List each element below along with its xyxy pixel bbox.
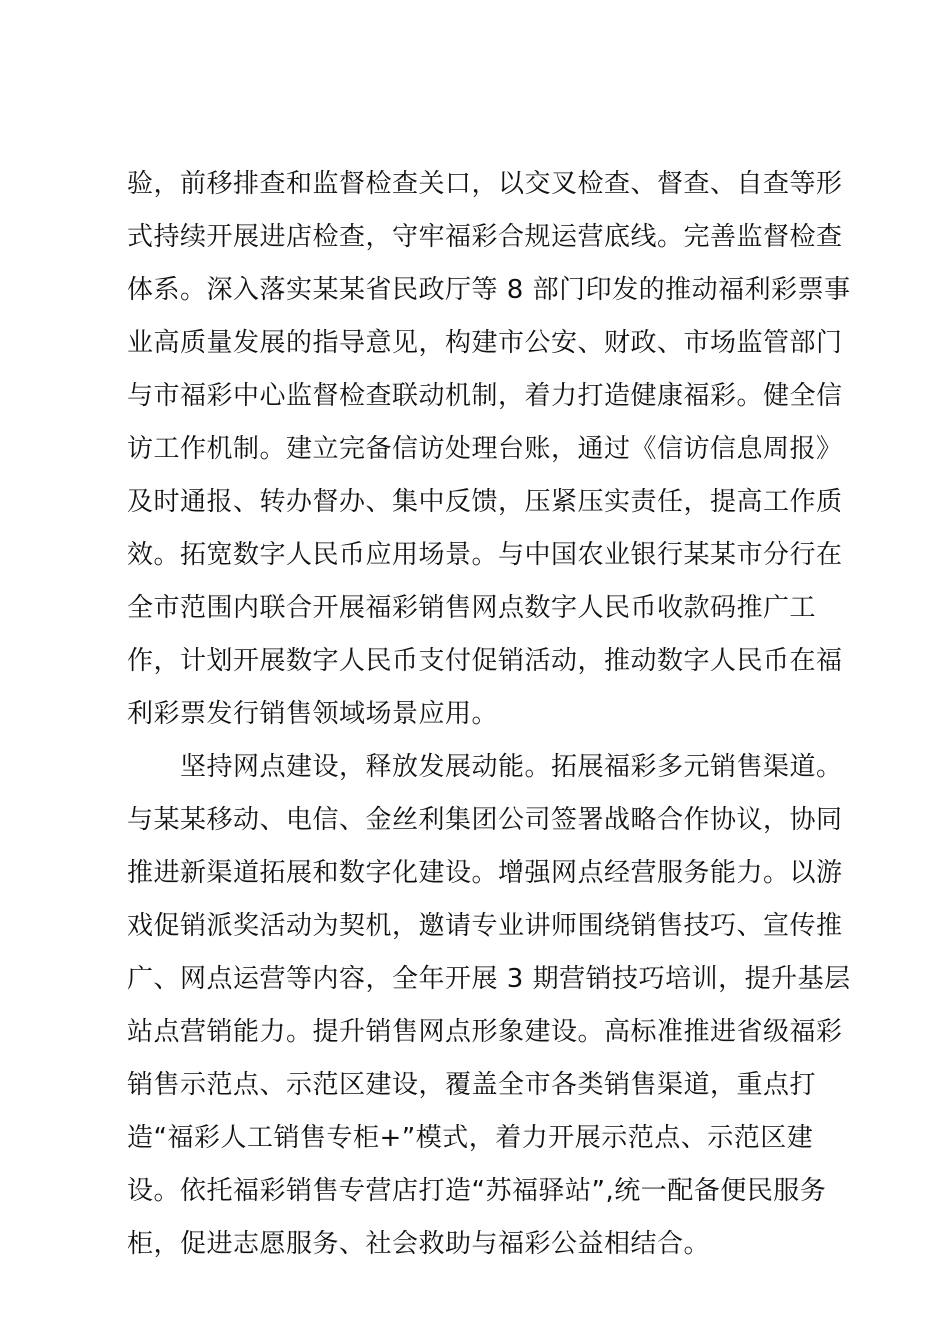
text-line: 造“福彩人工销售专柜+”模式，着力开展示范点、示范区建 [127, 1123, 814, 1153]
text-line: 访工作机制。建立完备信访处理台账，通过《信访信息周报》 [127, 434, 843, 464]
text-line: 式持续开展进店检查，守牢福彩合规运营底线。完善监督检查 [127, 222, 843, 252]
text-line: 戏促销派奖活动为契机，邀请专业讲师围绕销售技巧、宣传推 [127, 911, 843, 941]
text-line: 与市福彩中心监督检查联动机制，着力打造健康福彩。健全信 [127, 381, 843, 411]
text-line: 及时通报、转办督办、集中反馈，压紧压实责任，提高工作质 [127, 487, 843, 517]
text-line: 体系。深入落实某某省民政厅等 8 部门印发的推动福利彩票事 [127, 275, 851, 305]
text-line: 柜，促进志愿服务、社会救助与福彩公益相结合。 [127, 1229, 711, 1259]
paragraph-1 [127, 158, 851, 741]
text-line: 与某某移动、电信、金丝利集团公司签署战略合作协议，协同 [127, 805, 843, 835]
text-line: 验，前移排查和监督检查关口，以交叉检查、督查、自查等形 [127, 169, 843, 199]
text-line: 站点营销能力。提升销售网点形象建设。高标准推进省级福彩 [127, 1017, 843, 1047]
text-line: 作，计划开展数字人民币支付促销活动，推动数字人民币在福 [127, 646, 843, 676]
paragraph-2 [127, 741, 851, 1271]
text-line: 业高质量发展的指导意见，构建市公安、财政、市场监管部门 [127, 328, 843, 358]
text-line: 效。拓宽数字人民币应用场景。与中国农业银行某某市分行在 [127, 540, 843, 570]
text-line: 推进新渠道拓展和数字化建设。增强网点经营服务能力。以游 [127, 858, 843, 888]
text-line: 广、网点运营等内容，全年开展 3 期营销技巧培训，提升基层 [127, 964, 851, 994]
text-line: 利彩票发行销售领域场景应用。 [127, 699, 499, 729]
text-line: 销售示范点、示范区建设，覆盖全市各类销售渠道，重点打 [127, 1070, 817, 1100]
text-line: 设。依托福彩销售专营店打造“苏福驿站”,统一配备便民服务 [127, 1176, 827, 1206]
text-line: 坚持网点建设，释放发展动能。拓展福彩多元销售渠道。 [127, 752, 843, 782]
text-line: 全市范围内联合开展福彩销售网点数字人民币收款码推广工 [127, 593, 817, 623]
document-body [127, 158, 851, 1271]
